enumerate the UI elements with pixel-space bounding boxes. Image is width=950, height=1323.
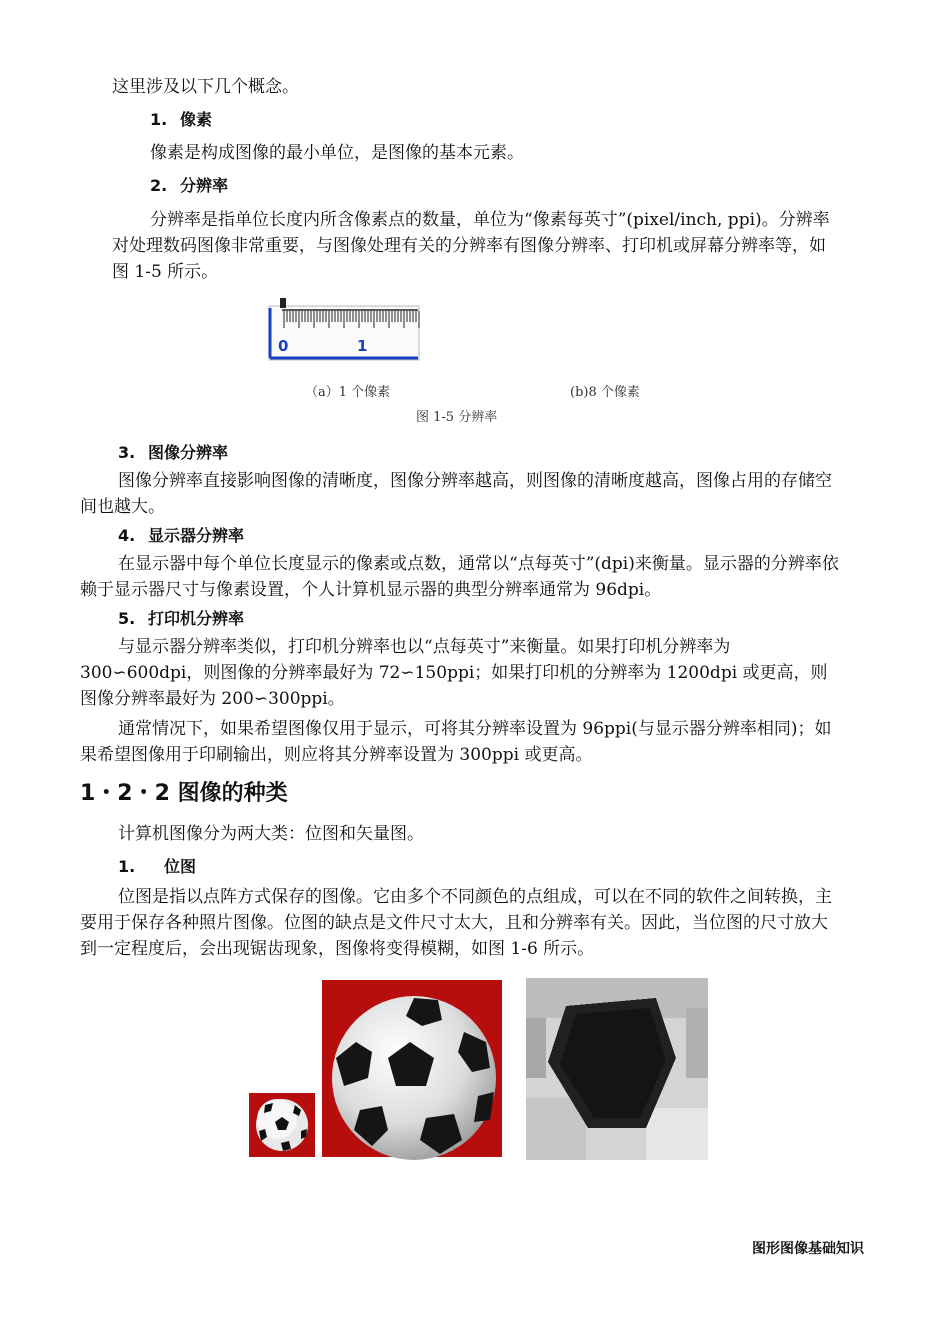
usage-paragraph: 通常情况下，如果希望图像仅用于显示，可将其分辨率设置为 96ppi(与显示器分辨率相同)；如果希望图像用于印刷输出，则应将其分辨率设置为 300ppi 或更高。 [80, 719, 832, 765]
heading-num: 4. [118, 526, 136, 545]
resolution-body: 分辨率是指单位长度内所含像素点的数量，单位为“像素每英寸”(pixel/inch, ppi)。分辨率对处理数码图像非常重要，与图像处理有关的分辨率有图像分辨率、打印机或屏幕分辨率等，如图 1-5 所示。 [112, 210, 830, 282]
heading-num: 1. [118, 857, 136, 876]
heading-num: 3. [118, 443, 136, 462]
monitor-resolution-body: 在显示器中每个单位长度显示的像素或点数，通常以“点每英寸”(dpi)来衡量。显示器的分辨率依赖于显示器尺寸与像素设置，个人计算机显示器的典型分辨率通常为 96dpi。 [80, 554, 839, 600]
heading-title: 分辨率 [180, 176, 229, 195]
heading-title: 图像分辨率 [148, 443, 229, 462]
heading-bitmap [118, 854, 196, 880]
heading-resolution [150, 173, 228, 199]
ruler-label-1: 1 [357, 337, 368, 355]
types-intro: 计算机图像分为两大类：位图和矢量图。 [118, 824, 424, 844]
figure-sub-a: （a）1 个像素 [305, 385, 391, 400]
figure-sub-b: (b)8 个像素 [570, 385, 640, 400]
heading-title: 打印机分辨率 [148, 609, 245, 628]
section-heading: 1・2・2 图像的种类 [80, 781, 288, 806]
heading-num: 2. [150, 176, 168, 195]
heading-printer-resolution [118, 606, 244, 632]
ruler-image [268, 298, 420, 362]
printer-resolution-body: 与显示器分辨率类似，打印机分辨率也以“点每英寸”来衡量。如果打印机分辨率为 300∽600dpi，则图像的分辨率最好为 72∽150ppi；如果打印机的分辨率为 1200dpi 或更高，则图像分辨率最好为 200∽300ppi。 [80, 637, 828, 709]
intro-text: 这里涉及以下几个概念。 [112, 77, 299, 97]
zoomed-pixelated-image [526, 978, 708, 1160]
heading-monitor-resolution [118, 523, 244, 549]
heading-title: 位图 [164, 857, 197, 876]
pixel-body: 像素是构成图像的最小单位，是图像的基本元素。 [150, 143, 524, 163]
bitmap-body: 位图是指以点阵方式保存的图像。它由多个不同颜色的点组成，可以在不同的软件之间转换，主要用于保存各种照片图像。位图的缺点是文件尺寸太大，且和分辨率有关。因此，当位图的尺寸放大到一定程度后，会出现锯齿现象，图像将变得模糊，如图 1-6 所示。 [80, 887, 832, 959]
heading-pixel [150, 107, 212, 133]
page-footer: 图形图像基础知识 [752, 1241, 864, 1257]
figure-caption: 图 1-5 分辨率 [416, 410, 498, 425]
ruler-label-0: 0 [278, 337, 289, 355]
small-soccer-ball-image [249, 1093, 315, 1157]
large-soccer-ball-image [322, 980, 502, 1157]
heading-title: 显示器分辨率 [148, 526, 245, 545]
heading-num: 5. [118, 609, 136, 628]
heading-image-resolution [118, 440, 228, 466]
heading-num: 1. [150, 110, 168, 129]
image-resolution-body: 图像分辨率直接影响图像的清晰度，图像分辨率越高，则图像的清晰度越高，图像占用的存储空间也越大。 [80, 471, 832, 517]
heading-title: 像素 [180, 110, 213, 129]
